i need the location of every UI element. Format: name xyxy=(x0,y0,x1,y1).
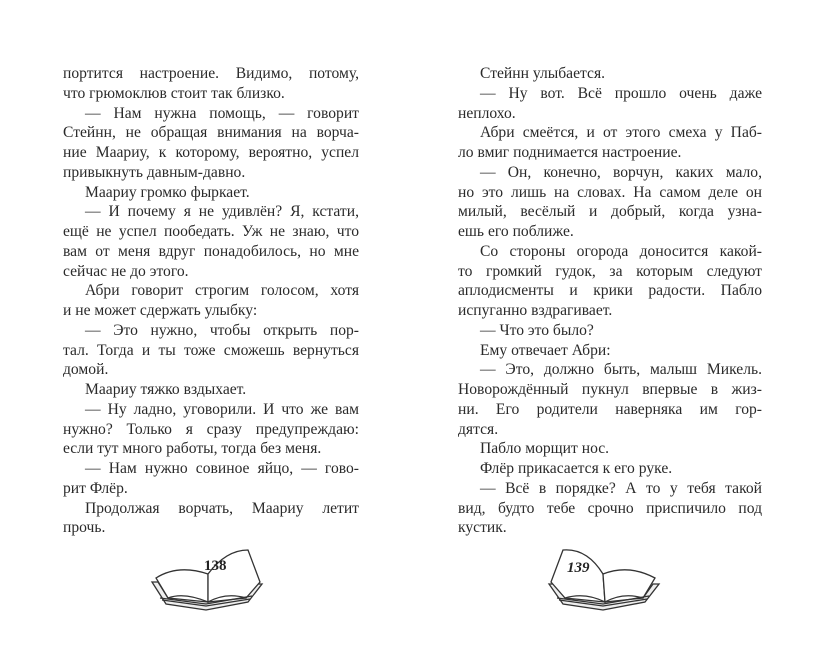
page-number-left: 138 xyxy=(204,558,227,574)
text-line: Абри смеётся, и от этого смеха у Паб- xyxy=(480,124,762,142)
text-line: дятся. xyxy=(458,420,499,438)
text-line: прочь. xyxy=(63,519,106,537)
text-line: ние Маариу, к которому, вероятно, успел xyxy=(63,144,359,161)
text-line: испуганно вздрагивает. xyxy=(458,302,613,319)
text-line: — Нам нужна помощь, — говорит xyxy=(85,104,359,122)
text-line: Маариу тяжко вздыхает. xyxy=(85,381,247,398)
text-line: аплодисменты и крики радости. Пабло xyxy=(458,282,762,300)
text-line: Со стороны огорода доносится какой- xyxy=(480,242,762,260)
text-line: милый, весёлый и добрый, когда узна- xyxy=(458,203,762,221)
open-book-icon xyxy=(148,544,266,616)
text-line: ни. Его родители наверняка им гор- xyxy=(458,400,762,418)
text-line: ешь его поближе. xyxy=(458,223,574,240)
text-line: — Нам нужно совиное яйцо, — гово- xyxy=(85,460,359,477)
text-line: рит Флёр. xyxy=(63,479,128,497)
text-line: — Всё в порядке? А то у тебя такой xyxy=(480,479,762,497)
text-line: что грюмоклюв стоит так близко. xyxy=(63,84,285,102)
text-line: ещё не успел пообедать. Уж не знаю, что xyxy=(63,223,359,240)
text-line: портится настроение. Видимо, потому, xyxy=(63,65,359,82)
text-line: то громкий гудок, за которым следуют xyxy=(458,262,762,280)
text-line: Маариу громко фыркает. xyxy=(85,183,250,201)
text-line: Новорождённый пукнул впервые в жиз- xyxy=(458,381,762,398)
page-number-right: 139 xyxy=(567,560,590,576)
text-line: ло вмиг поднимается настроение. xyxy=(458,144,682,161)
text-line: вид, будто тебе срочно приспичило под xyxy=(458,499,762,517)
text-line: Стейнн, не обращая внимания на ворча- xyxy=(63,124,359,142)
text-line: Флёр прикасается к его руке. xyxy=(480,460,673,477)
text-line: сейчас не до этого. xyxy=(63,262,189,280)
text-line: тал. Тогда и ты тоже сможешь вернуться xyxy=(63,341,359,359)
text-line: Абри говорит строгим голосом, хотя xyxy=(85,282,359,300)
text-line: привыкнуть давным-давно. xyxy=(63,163,246,181)
text-line: вам от меня вдруг понадобилось, но мне xyxy=(63,242,359,260)
text-line: неплохо. xyxy=(458,104,516,122)
text-line: но это лишь на словах. На самом деле он xyxy=(458,183,762,201)
text-line: — Ну ладно, уговорили. И что же вам xyxy=(85,400,359,418)
right-page-text xyxy=(458,64,762,538)
text-line: Продолжая ворчать, Маариу летит xyxy=(85,499,359,517)
open-book-icon xyxy=(545,544,663,616)
text-line: и не может сдержать улыбку: xyxy=(63,302,258,319)
left-page-text xyxy=(63,64,359,538)
text-line: — Он, конечно, ворчун, каких мало, xyxy=(480,163,762,181)
text-line: — Это, должно быть, малыш Микель. xyxy=(480,361,762,379)
text-line: Пабло морщит нос. xyxy=(480,440,610,458)
text-line: нужно? Только я сразу предупреждаю: xyxy=(63,420,359,438)
text-line: домой. xyxy=(63,361,109,379)
text-line: Ему отвечает Абри: xyxy=(480,341,611,359)
text-line: — Что это было? xyxy=(480,321,594,339)
text-line: — Это нужно, чтобы открыть пор- xyxy=(85,321,359,339)
text-line: если тут много работы, тогда без меня. xyxy=(63,440,322,458)
text-line: кустик. xyxy=(458,519,507,537)
text-line: — Ну вот. Всё прошло очень даже xyxy=(480,84,762,102)
text-line: Стейнн улыбается. xyxy=(480,65,606,82)
text-line: — И почему я не удивлён? Я, кстати, xyxy=(85,203,359,221)
